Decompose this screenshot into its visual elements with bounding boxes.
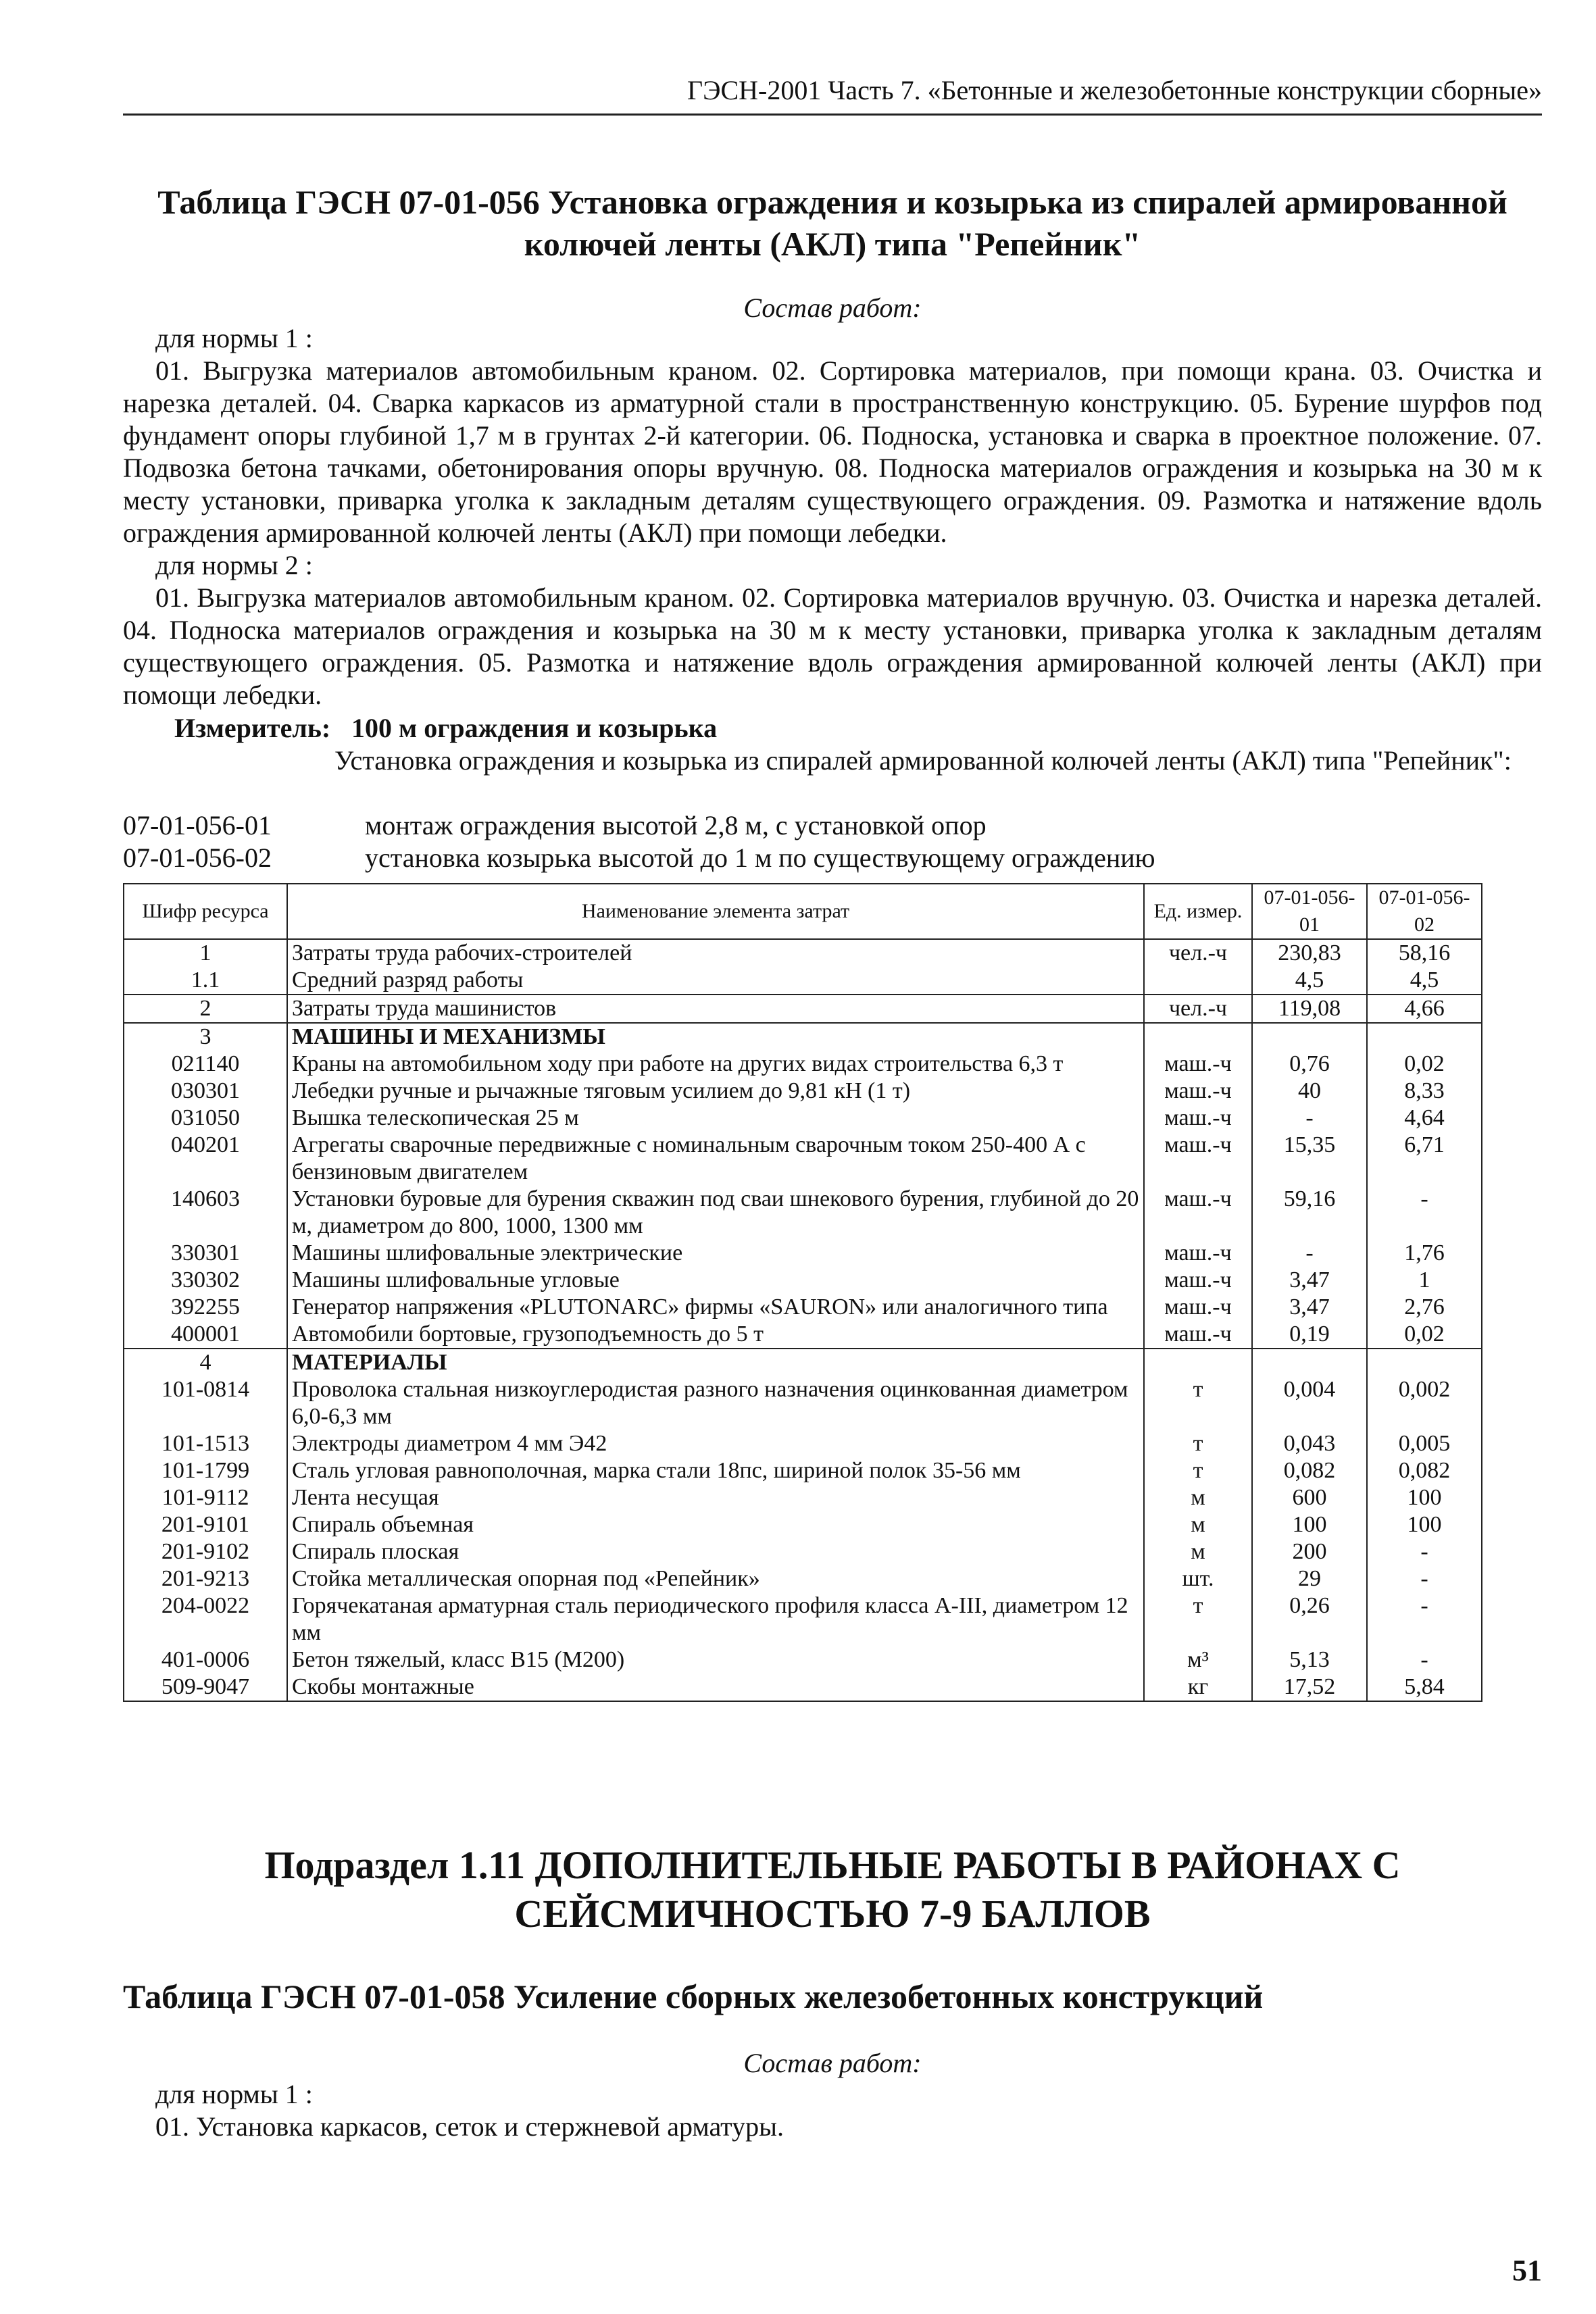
resource-code-cell: 101-9112 bbox=[124, 1484, 287, 1511]
value-056-02-cell: 4,5 bbox=[1367, 967, 1482, 995]
resource-name-cell: Машины шлифовальные электрические bbox=[287, 1240, 1144, 1267]
resource-code-cell: 330301 bbox=[124, 1240, 287, 1267]
table-row bbox=[124, 1294, 1482, 1321]
running-header: ГЭСН-2001 Часть 7. «Бетонные и железобетонные конструкции сборные» bbox=[687, 75, 1542, 105]
norm1-label: для нормы 1 : bbox=[155, 323, 313, 353]
header-col2: 07-01-056-02 bbox=[1367, 884, 1482, 939]
resource-table bbox=[123, 883, 1482, 1702]
value-056-01-cell: 15,35 bbox=[1252, 1132, 1367, 1186]
unit-cell bbox=[1144, 1349, 1252, 1376]
resource-code-cell: 4 bbox=[124, 1349, 287, 1376]
table-row bbox=[124, 1105, 1482, 1132]
norm1-text: 01. Выгрузка материалов автомобильным краном. 02. Сортировка материалов, при помощи крана. 03. Очистка и нарезка деталей. 04. Сварка каркасов из арматурной стали в пространственную конструкцию. 05. Бурение шурфов под фундамент опоры глубиной 1,7 м в грунтах 2-й категории. 06. Подноска, установка и сварка в проектное положение. 07. Подвозка бетона тачками, обетонирования опоры вручную. 08. Подноска материалов ограждения и козырька на 30 м к месту установки, приварка уголка к закладным деталям существующего ограждения. 09. Размотка и натяжение вдоль ограждения армированной колючей ленты (АКЛ) при помощи лебедки. bbox=[123, 355, 1542, 548]
unit-cell: маш.-ч bbox=[1144, 1267, 1252, 1294]
table2-norm1-text: 01. Установка каркасов, сеток и стержневой арматуры. bbox=[155, 2111, 784, 2142]
value-056-01-cell: 0,004 bbox=[1252, 1376, 1367, 1430]
code-1-desc: монтаж ограждения высотой 2,8 м, с установкой опор bbox=[365, 810, 987, 840]
resource-name-cell: Агрегаты сварочные передвижные с номинальным сварочным током 250-400 А с бензиновым двигателем bbox=[287, 1132, 1144, 1186]
table-row bbox=[124, 1240, 1482, 1267]
resource-name-cell: Машины шлифовальные угловые bbox=[287, 1267, 1144, 1294]
install-text: Установка ограждения и козырька из спиралей армированной колючей ленты (АКЛ) типа "Репейник": bbox=[334, 745, 1512, 776]
value-056-02-cell: 4,66 bbox=[1367, 995, 1482, 1023]
unit-cell: маш.-ч bbox=[1144, 1321, 1252, 1349]
table-group-row bbox=[124, 1349, 1482, 1376]
resource-name-cell: Горячекатаная арматурная сталь периодического профиля класса А-III, диаметром 12 мм bbox=[287, 1592, 1144, 1646]
table-row bbox=[124, 1132, 1482, 1186]
table-row bbox=[124, 1267, 1482, 1294]
resource-code-cell: 201-9101 bbox=[124, 1511, 287, 1538]
resource-name-cell: Затраты труда машинистов bbox=[287, 995, 1144, 1023]
resource-code-cell: 101-1513 bbox=[124, 1430, 287, 1457]
unit-cell: чел.-ч bbox=[1144, 995, 1252, 1023]
table-row bbox=[124, 1538, 1482, 1565]
value-056-01-cell: - bbox=[1252, 1240, 1367, 1267]
table-row bbox=[124, 1646, 1482, 1674]
resource-name-cell: Спираль объемная bbox=[287, 1511, 1144, 1538]
resource-code-cell: 3 bbox=[124, 1023, 287, 1051]
header-col1: 07-01-056-01 bbox=[1252, 884, 1367, 939]
value-056-02-cell: 5,84 bbox=[1367, 1674, 1482, 1701]
value-056-01-cell: 0,19 bbox=[1252, 1321, 1367, 1349]
value-056-02-cell: - bbox=[1367, 1646, 1482, 1674]
unit-cell: т bbox=[1144, 1457, 1252, 1484]
resource-code-cell: 1 bbox=[124, 939, 287, 967]
unit-cell: т bbox=[1144, 1430, 1252, 1457]
code-2-desc: установка козырька высотой до 1 м по существующему ограждению bbox=[365, 842, 1155, 873]
value-056-02-cell: 1 bbox=[1367, 1267, 1482, 1294]
table-row bbox=[124, 1321, 1482, 1349]
resource-name-cell: Скобы монтажные bbox=[287, 1674, 1144, 1701]
unit-cell: маш.-ч bbox=[1144, 1186, 1252, 1240]
resource-code-cell: 031050 bbox=[124, 1105, 287, 1132]
resource-code-cell: 140603 bbox=[124, 1186, 287, 1240]
value-056-01-cell: 29 bbox=[1252, 1565, 1367, 1592]
resource-name-cell: Бетон тяжелый, класс В15 (М200) bbox=[287, 1646, 1144, 1674]
resource-name-cell: Электроды диаметром 4 мм Э42 bbox=[287, 1430, 1144, 1457]
unit-cell: т bbox=[1144, 1376, 1252, 1430]
subsection-heading bbox=[123, 1841, 1542, 1938]
table-row bbox=[124, 1592, 1482, 1646]
value-056-01-cell: 3,47 bbox=[1252, 1267, 1367, 1294]
value-056-01-cell: 59,16 bbox=[1252, 1186, 1367, 1240]
unit-cell: маш.-ч bbox=[1144, 1240, 1252, 1267]
unit-cell: м bbox=[1144, 1511, 1252, 1538]
unit-cell: т bbox=[1144, 1592, 1252, 1646]
resource-code-cell: 2 bbox=[124, 995, 287, 1023]
unit-cell: м bbox=[1144, 1484, 1252, 1511]
value-056-02-cell: 100 bbox=[1367, 1484, 1482, 1511]
resource-name-cell: Лебедки ручные и рычажные тяговым усилием до 9,81 кН (1 т) bbox=[287, 1078, 1144, 1105]
value-056-02-cell bbox=[1367, 1349, 1482, 1376]
value-056-02-cell: 0,005 bbox=[1367, 1430, 1482, 1457]
resource-name-cell: Автомобили бортовые, грузоподъемность до 5 т bbox=[287, 1321, 1144, 1349]
table1-title bbox=[123, 181, 1542, 265]
resource-code-cell: 509-9047 bbox=[124, 1674, 287, 1701]
resource-name-cell: МАТЕРИАЛЫ bbox=[287, 1349, 1144, 1376]
value-056-02-cell: - bbox=[1367, 1592, 1482, 1646]
value-056-02-cell: 0,02 bbox=[1367, 1321, 1482, 1349]
value-056-02-cell: 58,16 bbox=[1367, 939, 1482, 967]
value-056-01-cell: 17,52 bbox=[1252, 1674, 1367, 1701]
unit-cell bbox=[1144, 967, 1252, 995]
table-row bbox=[124, 995, 1482, 1023]
value-056-01-cell: 230,83 bbox=[1252, 939, 1367, 967]
table-row bbox=[124, 1430, 1482, 1457]
meter-value: 100 м ограждения и козырька bbox=[351, 713, 718, 743]
sostav-label: Состав работ: bbox=[743, 293, 922, 323]
meter-label: Измеритель: bbox=[174, 713, 331, 743]
value-056-01-cell: 119,08 bbox=[1252, 995, 1367, 1023]
value-056-01-cell: 0,082 bbox=[1252, 1457, 1367, 1484]
resource-name-cell: Краны на автомобильном ходу при работе на других видах строительства 6,3 т bbox=[287, 1051, 1144, 1078]
table-row bbox=[124, 1565, 1482, 1592]
table-row bbox=[124, 1186, 1482, 1240]
table2-sostav-label: Состав работ: bbox=[743, 2048, 922, 2078]
value-056-02-cell bbox=[1367, 1023, 1482, 1051]
value-056-01-cell: 3,47 bbox=[1252, 1294, 1367, 1321]
resource-code-cell: 400001 bbox=[124, 1321, 287, 1349]
value-056-02-cell: 4,64 bbox=[1367, 1105, 1482, 1132]
resource-name-cell: Спираль плоская bbox=[287, 1538, 1144, 1565]
value-056-01-cell bbox=[1252, 1349, 1367, 1376]
resource-code-cell: 101-1799 bbox=[124, 1457, 287, 1484]
value-056-01-cell: 100 bbox=[1252, 1511, 1367, 1538]
unit-cell: маш.-ч bbox=[1144, 1051, 1252, 1078]
value-056-01-cell: 0,043 bbox=[1252, 1430, 1367, 1457]
resource-code-cell: 201-9213 bbox=[124, 1565, 287, 1592]
resource-code-cell: 1.1 bbox=[124, 967, 287, 995]
resource-code-cell: 392255 bbox=[124, 1294, 287, 1321]
norm2-text: 01. Выгрузка материалов автомобильным краном. 02. Сортировка материалов вручную. 03. Очистка и нарезка деталей. 04. Подноска материалов ограждения и козырька на 30 м к месту установки, приварка уголка к закладным деталям существующего ограждения. 05. Размотка и натяжение вдоль ограждения армированной колючей ленты (АКЛ) при помощи лебедки. bbox=[123, 582, 1542, 710]
value-056-02-cell: 0,082 bbox=[1367, 1457, 1482, 1484]
subsection-line1: Подраздел 1.11 ДОПОЛНИТЕЛЬНЫЕ РАБОТЫ В РАЙОНАХ С bbox=[264, 1843, 1401, 1887]
resource-name-cell: Затраты труда рабочих-строителей bbox=[287, 939, 1144, 967]
table-row bbox=[124, 939, 1482, 967]
unit-cell: м bbox=[1144, 1538, 1252, 1565]
value-056-01-cell bbox=[1252, 1023, 1367, 1051]
code-2: 07-01-056-02 bbox=[123, 842, 272, 873]
resource-code-cell: 204-0022 bbox=[124, 1592, 287, 1646]
table-row bbox=[124, 967, 1482, 995]
resource-code-cell: 030301 bbox=[124, 1078, 287, 1105]
resource-name-cell: Вышка телескопическая 25 м bbox=[287, 1105, 1144, 1132]
value-056-02-cell: - bbox=[1367, 1186, 1482, 1240]
table-row bbox=[124, 1484, 1482, 1511]
resource-name-cell: Лента несущая bbox=[287, 1484, 1144, 1511]
page-number: 51 bbox=[1512, 2254, 1542, 2287]
resource-name-cell: Установки буровые для бурения скважин под сваи шнекового бурения, глубиной до 20 м, диаметром до 800, 1000, 1300 мм bbox=[287, 1186, 1144, 1240]
unit-cell bbox=[1144, 1023, 1252, 1051]
resource-name-cell: Проволока стальная низкоуглеродистая разного назначения оцинкованная диаметром 6,0-6,3 мм bbox=[287, 1376, 1144, 1430]
value-056-01-cell: 4,5 bbox=[1252, 967, 1367, 995]
unit-cell: маш.-ч bbox=[1144, 1105, 1252, 1132]
header-rule bbox=[123, 114, 1542, 116]
resource-code-cell: 201-9102 bbox=[124, 1538, 287, 1565]
table-row bbox=[124, 1674, 1482, 1701]
table-row bbox=[124, 1376, 1482, 1430]
resource-name-cell: Сталь угловая равнополочная, марка стали 18пс, шириной полок 35-56 мм bbox=[287, 1457, 1144, 1484]
value-056-02-cell: 6,71 bbox=[1367, 1132, 1482, 1186]
resource-name-cell: МАШИНЫ И МЕХАНИЗМЫ bbox=[287, 1023, 1144, 1051]
norm2-label: для нормы 2 : bbox=[155, 550, 313, 580]
value-056-02-cell: 2,76 bbox=[1367, 1294, 1482, 1321]
unit-cell: шт. bbox=[1144, 1565, 1252, 1592]
table-row bbox=[124, 1457, 1482, 1484]
resource-code-cell: 401-0006 bbox=[124, 1646, 287, 1674]
value-056-02-cell: 1,76 bbox=[1367, 1240, 1482, 1267]
value-056-01-cell: 200 bbox=[1252, 1538, 1367, 1565]
value-056-02-cell: - bbox=[1367, 1565, 1482, 1592]
table2-norm1-label: для нормы 1 : bbox=[155, 2079, 313, 2109]
resource-code-cell: 021140 bbox=[124, 1051, 287, 1078]
table-group-row bbox=[124, 1023, 1482, 1051]
value-056-02-cell: - bbox=[1367, 1538, 1482, 1565]
unit-cell: маш.-ч bbox=[1144, 1294, 1252, 1321]
value-056-01-cell: 0,76 bbox=[1252, 1051, 1367, 1078]
value-056-02-cell: 100 bbox=[1367, 1511, 1482, 1538]
resource-code-cell: 330302 bbox=[124, 1267, 287, 1294]
table-body bbox=[124, 939, 1482, 1701]
resource-name-cell: Средний разряд работы bbox=[287, 967, 1144, 995]
value-056-02-cell: 0,002 bbox=[1367, 1376, 1482, 1430]
table-row bbox=[124, 1051, 1482, 1078]
table1-title-line2: колючей ленты (АКЛ) типа "Репейник" bbox=[524, 225, 1141, 263]
subsection-line2: СЕЙСМИЧНОСТЬЮ 7-9 БАЛЛОВ bbox=[514, 1892, 1151, 1936]
header-name: Наименование элемента затрат bbox=[287, 884, 1144, 939]
table-header-row bbox=[124, 884, 1482, 939]
table1-title-line1: Таблица ГЭСН 07-01-056 Установка ограждения и козырька из спиралей армированной bbox=[157, 183, 1507, 221]
value-056-01-cell: 40 bbox=[1252, 1078, 1367, 1105]
value-056-02-cell: 8,33 bbox=[1367, 1078, 1482, 1105]
unit-cell: м³ bbox=[1144, 1646, 1252, 1674]
header-unit: Ед. измер. bbox=[1144, 884, 1252, 939]
unit-cell: маш.-ч bbox=[1144, 1078, 1252, 1105]
table-row bbox=[124, 1511, 1482, 1538]
table-row bbox=[124, 1078, 1482, 1105]
table2-title: Таблица ГЭСН 07-01-058 Усиление сборных железобетонных конструкций bbox=[123, 1978, 1264, 2015]
resource-code-cell: 040201 bbox=[124, 1132, 287, 1186]
code-1: 07-01-056-01 bbox=[123, 810, 272, 840]
header-code: Шифр ресурса bbox=[124, 884, 287, 939]
value-056-01-cell: 0,26 bbox=[1252, 1592, 1367, 1646]
unit-cell: чел.-ч bbox=[1144, 939, 1252, 967]
resource-code-cell: 101-0814 bbox=[124, 1376, 287, 1430]
value-056-02-cell: 0,02 bbox=[1367, 1051, 1482, 1078]
resource-name-cell: Генератор напряжения «PLUTONARC» фирмы «SAURON» или аналогичного типа bbox=[287, 1294, 1144, 1321]
value-056-01-cell: 600 bbox=[1252, 1484, 1367, 1511]
unit-cell: кг bbox=[1144, 1674, 1252, 1701]
resource-name-cell: Стойка металлическая опорная под «Репейник» bbox=[287, 1565, 1144, 1592]
value-056-01-cell: 5,13 bbox=[1252, 1646, 1367, 1674]
unit-cell: маш.-ч bbox=[1144, 1132, 1252, 1186]
value-056-01-cell: - bbox=[1252, 1105, 1367, 1132]
